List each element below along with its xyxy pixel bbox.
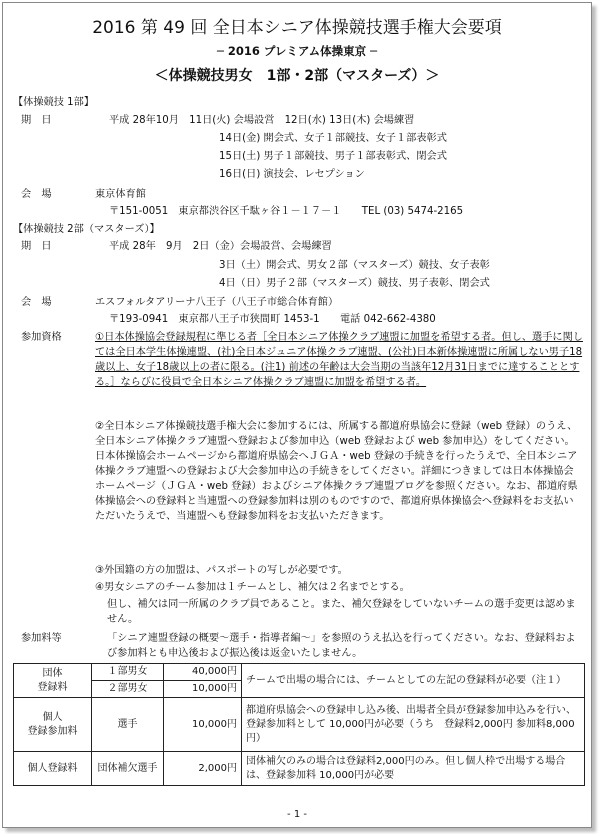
fee-amount: 10,000円 xyxy=(164,681,242,698)
section2-venue: エスフォルタアリーナ八王子（八王子市総合体育館） xyxy=(95,297,339,308)
fee-category: 個人 登録参加料 xyxy=(14,698,92,752)
section1-date-label: 期 日 xyxy=(21,115,52,126)
fee-table xyxy=(13,663,585,786)
table-row xyxy=(14,752,585,786)
section2-venue-label: 会 場 xyxy=(21,297,52,308)
qualification-item-1: ①日本体操協会登録規程に準じる者［全日本シニア体操クラブ連盟に加盟を希望する者。但し、選手に関しては全日本学生体操連盟、(社)全日本ジュニア体操クラブ連盟、(公社)日本新体操連盟に所属しない男子18歳以上、女子18歳以上の者に限る。(注1) 前述の年齢は大会当期の当該年12月31日までに達することとする。］ならびに役員で全日本シニア体操クラブ連盟に加盟を希望する者。 xyxy=(95,332,583,388)
event-title: ＜体操競技男女 1部・2部（マスターズ）＞ xyxy=(154,68,440,84)
table-row xyxy=(14,698,585,752)
section1-venue-label: 会 場 xyxy=(21,189,52,200)
fee-item: 選手 xyxy=(92,698,164,752)
fee-item: 団体補欠選手 xyxy=(92,752,164,786)
qualification-item-2: ②全日本シニア体操競技選手権大会に参加するには、所属する都道府県協会に登録（web 登録）のうえ、全日本シニア体操クラブ連盟へ登録および参加申込（web 登録および web 参加申込）をしてください。日本体操協会ホームページから都道府県協会へＪＧＡ・web 登録の手続きを行ったうえで、全日本シニア体操クラブ連盟への登録および大会参加申込の手続きをしてください。詳細につきましては日本体操協会ホームページ（ＪＧＡ・web 登録）およびシニア体操クラブ連盟ブログを参照ください。なお、都道府県体操協会への登録料と当連盟への登録参加料は別のものですので、都道府県体操協会へ登録料をお支払いただいたうえで、当連盟へも登録参加料をお支払いただきます。 xyxy=(95,421,578,522)
fee-amount: 2,000円 xyxy=(164,752,242,786)
document-page xyxy=(2,2,592,828)
page-number: - 1 - xyxy=(287,809,307,820)
page-title: 2016 第 49 回 全日本シニア体操競技選手権大会要項 xyxy=(92,18,502,38)
section2-date-line: 4日（日）男子２部（マスターズ）競技、男子表彰、閉会式 xyxy=(219,278,490,289)
section1-address: 〒151-0051 東京都渋谷区千駄ヶ谷１－１７－１ TEL (03) 5474-2165 xyxy=(109,206,464,217)
fee-label: 参加料等 xyxy=(21,633,62,644)
section1-date-line: 16日(日) 演技会、レセプション xyxy=(219,169,365,180)
section1-date-line: 15日(土) 男子１部競技、男子１部表彰式、閉会式 xyxy=(219,151,447,162)
fee-item: ２部男女 xyxy=(92,681,164,698)
qualification-item-4-note: 但し、補欠は同一所属のクラブ員であること。また、補欠登録をしていないチームの選手変更は認めません。 xyxy=(107,599,576,625)
section1-date-line: 平成 28年10月 11日(火) 会場設営 12日(水) 13日(木) 会場練習 xyxy=(109,115,415,126)
section1-header: 【体操競技 1部】 xyxy=(13,97,95,108)
qualification-label: 参加資格 xyxy=(21,332,62,343)
section2-date-line: 平成 28年 9月 2日（金）会場設営、会場練習 xyxy=(109,241,332,252)
section2-date-label: 期 日 xyxy=(21,241,52,252)
fee-note: チームで出場の場合には、チームとしての左記の登録料が必要（注１） xyxy=(242,664,585,698)
section1-date-line: 14日(金) 開会式、女子１部競技、女子１部表彰式 xyxy=(219,133,447,144)
fee-amount: 10,000円 xyxy=(164,698,242,752)
fee-category: 団体 登録料 xyxy=(14,664,92,698)
fee-amount: 40,000円 xyxy=(164,664,242,681)
fee-note: 都道府県協会への登録申し込み後、出場者全員が登録参加申込みを行い、登録参加料として 10,000円が必要（うち 登録料2,000円 参加料8,000円） xyxy=(242,698,585,752)
qualification-item-4: ④男女シニアのチーム参加は１チームとし、補欠は２名までとする。 xyxy=(95,582,410,593)
section2-date-line: 3日（土）開会式、男女２部（マスターズ）競技、女子表彰 xyxy=(219,260,490,271)
subtitle: ─ 2016 プレミアム体操東京 ─ xyxy=(216,44,378,58)
qualification-item-3: ③外国籍の方の加盟は、パスポートの写しが必要です。 xyxy=(95,565,348,576)
table-row xyxy=(14,664,585,681)
fee-item: １部男女 xyxy=(92,664,164,681)
section1-venue: 東京体育館 xyxy=(95,189,146,200)
fee-note: 団体補欠のみの場合は登録料2,000円のみ。但し個人枠で出場する場合は、登録参加料 10,000円が必要 xyxy=(242,752,585,786)
section2-header: 【体操競技 2部（マスターズ）】 xyxy=(13,224,160,235)
section2-address: 〒193-0941 東京都八王子市狭間町 1453-1 電話 042-662-4380 xyxy=(109,314,436,325)
fee-category: 個人登録料 xyxy=(14,752,92,786)
fee-description: 「シニア連盟登録の概要～選手・指導者編～」を参照のうえ払込を行ってください。なお、登録料および参加料とも申込後および振込後は返金いたしません。 xyxy=(107,633,576,659)
